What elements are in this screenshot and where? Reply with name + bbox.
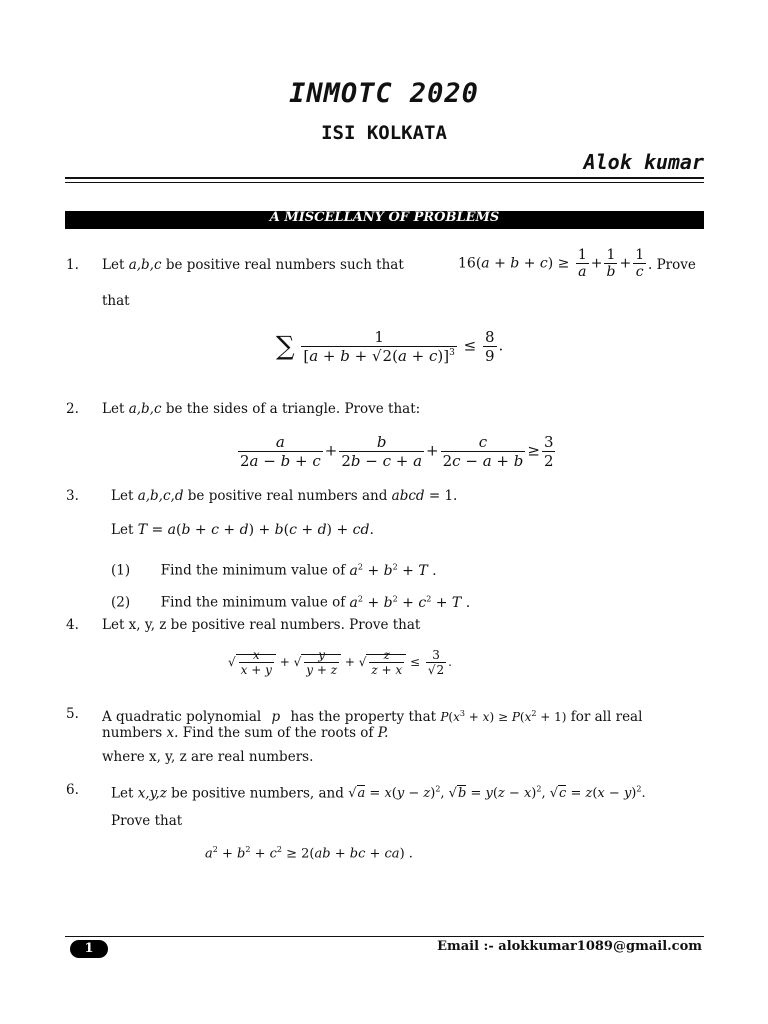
problem-1-that: that — [102, 293, 130, 309]
page-number: 1 — [70, 940, 108, 958]
email-link[interactable]: Email :- alokkumar1089@gmail.com — [437, 939, 702, 954]
problem-3-statement: Let a,b,c,d be positive real numbers and abcd = 1. — [111, 488, 458, 504]
problem-2-statement: Let a,b,c be the sides of a triangle. Prove that: — [102, 401, 421, 417]
problem-1-condition: 16(a + b + c) ≥ $\frac{1}{a}$ + $\frac{1}{b}$ + $\frac{1}{c}$ — [458, 247, 645, 280]
problem-1-statement: Let a,b,c be positive real numbers such that — [102, 257, 404, 273]
problem-3-define-t: Let T = a(b + c + d) + b(c + d) + cd. — [111, 522, 374, 538]
problem-6-inequality: $a^2 + b^2 + c^2 \ge 2(ab$ + bc + ca) . — [205, 845, 413, 862]
problem-4-number: 4. — [66, 617, 79, 633]
problem-6-number: 6. — [66, 782, 79, 798]
problem-1-number: 1. — [66, 257, 79, 273]
problem-3-number: 3. — [66, 488, 79, 504]
header-rule-thin — [65, 182, 704, 183]
problem-6-statement: Let x,y,z be positive numbers, and $√a = x(y - z)^2$, $√b = y(z - x)^2$, $√c = z(x - y)^2$. — [111, 785, 646, 802]
problem-1-prove: . Prove — [648, 257, 696, 273]
problem-3-part-1: (1) Find the minimum value of $a^2 + b^2 + T$ . — [111, 562, 437, 579]
problem-4-statement: Let x, y, z be positive real numbers. Prove that — [102, 617, 421, 633]
footer-rule — [65, 936, 704, 937]
header-rule-thick — [65, 177, 704, 179]
problem-4-inequality: √ $\frac{x}{x + y}$ + √ $\frac{y}{y + z}$ + √ $\frac{z}{z + x}$ ≤ $\frac{3}{√2}$ . — [228, 648, 452, 677]
section-banner: A MISCELLANY OF PROBLEMS — [65, 211, 704, 229]
document-title: INMOTC 2020 — [289, 78, 479, 109]
problem-5-line-2: numbers x. Find the sum of the roots of P. — [102, 725, 389, 741]
problem-5-line-3: where x, y, z are real numbers. — [102, 749, 314, 765]
author-name: Alok kumar — [583, 150, 704, 174]
problem-2-inequality: $\frac{a}{2a - b + c}$ + $\frac{b}{2b - c + a}$ + $\frac{c}{2c - a + b}$ ≥ $\frac{3}{2}$ — [240, 433, 554, 470]
footer-email[interactable] — [437, 939, 702, 954]
problem-6-prove: Prove that — [111, 813, 183, 829]
problem-3-part-2: (2) Find the minimum value of $a^2 + b^2 + c^2 + T$ . — [111, 594, 471, 611]
problem-2-number: 2. — [66, 401, 79, 417]
document-subtitle: ISI KOLKATA — [321, 122, 447, 144]
problem-1-inequality: ∑ $\frac{1}{[a + b + √2(a + c)]^3}$ ≤ $\frac{8}{9}$ . — [276, 328, 504, 365]
problem-5-line-1: A quadratic polynomial p has the property that $P(x^3 + x) \ge P(x^2 + 1)$ for all real — [102, 709, 643, 725]
problem-5-number: 5. — [66, 706, 79, 722]
